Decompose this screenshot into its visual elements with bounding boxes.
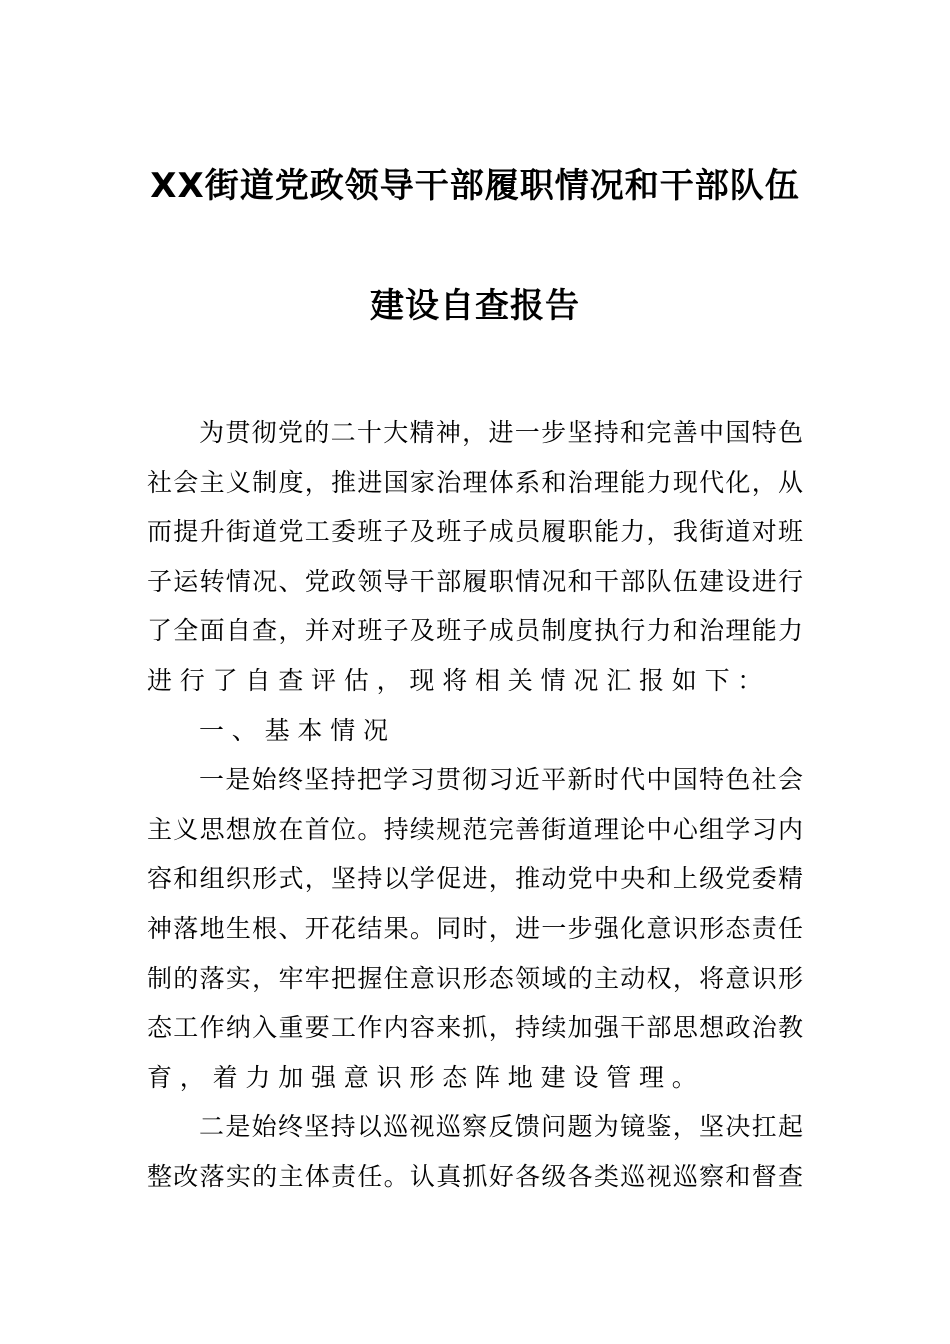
document-title-line-2: 建设自查报告 bbox=[370, 286, 580, 326]
paragraph-line: 主义思想放在首位。持续规范完善街道理论中心组学习内 bbox=[147, 814, 803, 844]
paragraph-line: 制的落实，牢牢把握住意识形态领域的主动权，将意识形 bbox=[147, 963, 803, 993]
document-title-line-1: XX街道党政领导干部履职情况和干部队伍 bbox=[150, 166, 800, 206]
paragraph-line: 社会主义制度，推进国家治理体系和治理能力现代化，从 bbox=[147, 467, 803, 497]
section-heading: 一、基本情况 bbox=[199, 715, 396, 745]
paragraph-line: 整改落实的主体责任。认真抓好各级各类巡视巡察和督查 bbox=[147, 1161, 803, 1191]
paragraph-line: 子运转情况、党政领导干部履职情况和干部队伍建设进行 bbox=[147, 566, 803, 596]
paragraph-line: 而提升街道党工委班子及班子成员履职能力，我街道对班 bbox=[147, 517, 803, 547]
document-body bbox=[147, 413, 803, 1207]
paragraph-line: 育，着力加强意识形态阵地建设管理。 bbox=[147, 1062, 705, 1092]
paragraph-line: 二是始终坚持以巡视巡察反馈问题为镜鉴，坚决扛起 bbox=[199, 1112, 803, 1142]
paragraph-line: 进行了自查评估，现将相关情况汇报如下： bbox=[147, 665, 771, 695]
paragraph-line: 容和组织形式，坚持以学促进，推动党中央和上级党委精 bbox=[147, 864, 803, 894]
paragraph-line: 神落地生根、开花结果。同时，进一步强化意识形态责任 bbox=[147, 913, 803, 943]
paragraph-line: 态工作纳入重要工作内容来抓，持续加强干部思想政治教 bbox=[147, 1013, 803, 1043]
paragraph-line: 一是始终坚持把学习贯彻习近平新时代中国特色社会 bbox=[199, 765, 803, 795]
paragraph-line: 为贯彻党的二十大精神，进一步坚持和完善中国特色 bbox=[199, 418, 803, 447]
paragraph-line: 了全面自查，并对班子及班子成员制度执行力和治理能力 bbox=[147, 616, 803, 646]
